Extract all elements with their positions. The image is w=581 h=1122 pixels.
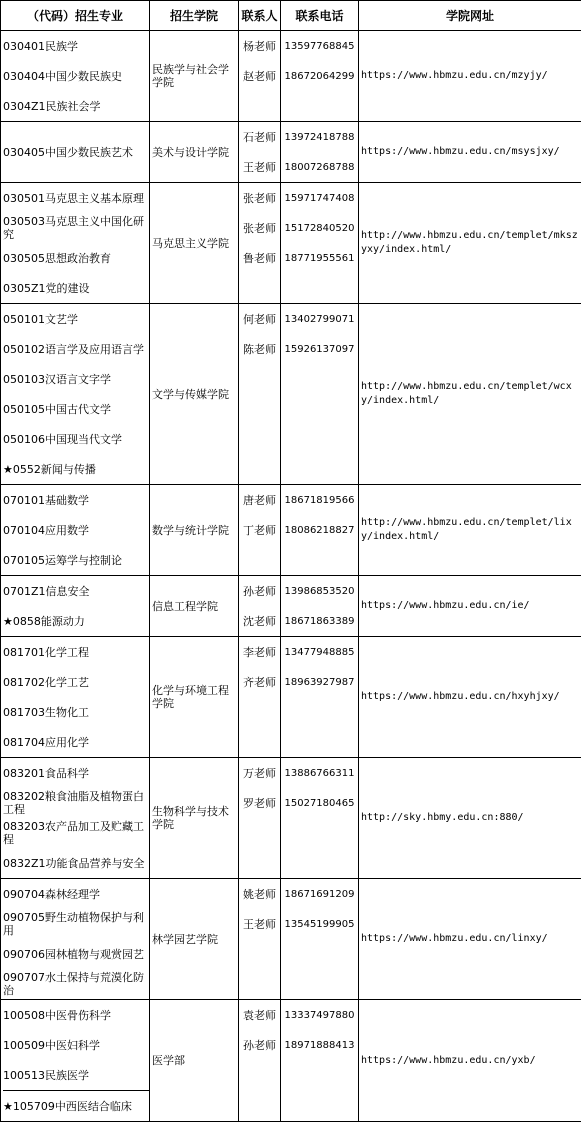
major-label: 030505思想政治教育 (3, 252, 111, 265)
major-item (3, 31, 149, 61)
phone-number[interactable]: 13597768845 (281, 31, 358, 61)
phone-cell (281, 31, 359, 122)
phone-number[interactable]: 18671819566 (281, 485, 358, 515)
major-label: 070105运筹学与控制论 (3, 554, 122, 567)
contact-cell (239, 122, 281, 183)
major-item (3, 1060, 149, 1090)
college-cell: 医学部 (150, 1000, 239, 1122)
phone-number[interactable]: 13886766311 (281, 758, 358, 788)
contact-cell (239, 31, 281, 122)
phone-number[interactable]: 18007268788 (281, 152, 358, 182)
header-url: 学院网址 (359, 1, 581, 31)
college-cell: 马克思主义学院 (150, 183, 239, 304)
phone-cell (281, 758, 359, 879)
table-row (1, 31, 581, 122)
phone-number[interactable]: 18963927987 (281, 667, 358, 697)
major-item (3, 1000, 149, 1030)
major-label: 081702化学工艺 (3, 676, 89, 689)
url-cell (359, 485, 581, 576)
major-label: 0701Z1信息安全 (3, 585, 90, 598)
contact-cell (239, 879, 281, 1000)
phone-number[interactable]: 15971747408 (281, 183, 358, 213)
major-item (3, 667, 149, 697)
contact-name: 张老师 (239, 183, 280, 213)
contact-cell (239, 1000, 281, 1122)
major-item (3, 454, 149, 484)
major-label: 070101基础数学 (3, 494, 89, 507)
college-cell: 民族学与社会学学院 (150, 31, 239, 122)
major-label: 050101文艺学 (3, 313, 78, 326)
phone-number[interactable]: 15926137097 (281, 334, 358, 364)
major-item (3, 394, 149, 424)
major-cell (1, 576, 150, 637)
phone-number[interactable]: 13337497880 (281, 1000, 358, 1030)
contact-name: 罗老师 (239, 788, 280, 818)
major-label: 100513民族医学 (3, 1069, 89, 1082)
contact-cell (239, 304, 281, 485)
header-phone: 联系电话 (281, 1, 359, 31)
college-url-link[interactable]: http://www.hbmzu.edu.cn/templet/wcxy/index.html/ (361, 381, 572, 406)
phone-number[interactable]: 13986853520 (281, 576, 358, 606)
contact-name: 孙老师 (239, 1030, 280, 1060)
major-item (3, 758, 149, 788)
major-item (3, 61, 149, 91)
major-label: ★0552新闻与传播 (3, 463, 96, 476)
phone-cell (281, 1000, 359, 1122)
major-cell (1, 31, 150, 122)
major-item (3, 697, 149, 727)
header-major: （代码）招生专业 (1, 1, 150, 31)
college-url-link[interactable]: https://www.hbmzu.edu.cn/hxyhjxy/ (361, 691, 560, 702)
major-label: 081704应用化学 (3, 736, 89, 749)
major-cell (1, 122, 150, 183)
phone-cell (281, 122, 359, 183)
major-label: 081703生物化工 (3, 706, 89, 719)
phone-cell (281, 637, 359, 758)
college-cell: 数学与统计学院 (150, 485, 239, 576)
url-cell (359, 758, 581, 879)
table-row (1, 183, 581, 304)
major-item (3, 606, 149, 636)
table-row (1, 637, 581, 758)
major-item (3, 788, 149, 818)
phone-cell (281, 183, 359, 304)
major-label: 090706园林植物与观赏园艺 (3, 948, 144, 961)
major-cell (1, 485, 150, 576)
major-item (3, 485, 149, 515)
major-label: 030405中国少数民族艺术 (3, 146, 133, 159)
major-item (3, 183, 149, 213)
college-url-link[interactable]: http://www.hbmzu.edu.cn/templet/mkszyxy/index.html/ (361, 230, 578, 255)
phone-number[interactable]: 18971888413 (281, 1030, 358, 1060)
major-label: 0305Z1党的建设 (3, 282, 90, 295)
major-item (3, 515, 149, 545)
phone-cell (281, 879, 359, 1000)
major-cell (1, 304, 150, 485)
table-row (1, 879, 581, 1000)
major-item (3, 1030, 149, 1060)
major-item (3, 122, 149, 182)
college-cell: 美术与设计学院 (150, 122, 239, 183)
major-item (3, 576, 149, 606)
contact-name: 齐老师 (239, 667, 280, 697)
header-college: 招生学院 (150, 1, 239, 31)
contact-name: 孙老师 (239, 576, 280, 606)
contact-name: 王老师 (239, 152, 280, 182)
url-cell (359, 31, 581, 122)
college-cell: 林学园艺学院 (150, 879, 239, 1000)
contact-cell (239, 576, 281, 637)
phone-number[interactable]: 13972418788 (281, 122, 358, 152)
phone-number[interactable]: 13477948885 (281, 637, 358, 667)
college-url-link[interactable]: https://www.hbmzu.edu.cn/msysjxy/ (361, 146, 560, 157)
major-item (3, 334, 149, 364)
header-contact: 联系人 (239, 1, 281, 31)
contact-cell (239, 183, 281, 304)
contact-name: 万老师 (239, 758, 280, 788)
contact-name: 沈老师 (239, 606, 280, 636)
contact-name: 袁老师 (239, 1000, 280, 1030)
major-cell (1, 183, 150, 304)
phone-number[interactable]: 18672064299 (281, 61, 358, 91)
major-item (3, 91, 149, 121)
contact-name: 唐老师 (239, 485, 280, 515)
contact-name: 丁老师 (239, 515, 280, 545)
college-url-link[interactable]: http://sky.hbmy.edu.cn:880/ (361, 812, 524, 823)
major-item (3, 879, 149, 909)
major-label: 030401民族学 (3, 40, 78, 53)
table-row (1, 576, 581, 637)
url-cell (359, 637, 581, 758)
phone-cell (281, 304, 359, 485)
url-cell (359, 576, 581, 637)
major-item (3, 969, 149, 999)
table-row (1, 304, 581, 485)
phone-number[interactable]: 13402799071 (281, 304, 358, 334)
contact-name: 石老师 (239, 122, 280, 152)
phone-cell (281, 485, 359, 576)
phone-number[interactable]: 13545199905 (281, 909, 358, 939)
url-cell (359, 1000, 581, 1122)
url-cell (359, 183, 581, 304)
college-cell: 化学与环境工程学院 (150, 637, 239, 758)
major-item (3, 273, 149, 303)
contact-name: 陈老师 (239, 334, 280, 364)
major-cell (1, 879, 150, 1000)
table-row (1, 758, 581, 879)
college-cell: 文学与传媒学院 (150, 304, 239, 485)
college-url-link[interactable]: https://www.hbmzu.edu.cn/yxb/ (361, 1055, 536, 1066)
major-cell (1, 637, 150, 758)
table-row (1, 122, 581, 183)
major-label: 050106中国现当代文学 (3, 433, 122, 446)
contact-name: 赵老师 (239, 61, 280, 91)
url-cell (359, 122, 581, 183)
contact-cell (239, 637, 281, 758)
contact-name: 杨老师 (239, 31, 280, 61)
major-label: 050102语言学及应用语言学 (3, 343, 144, 356)
college-cell: 生物科学与技术学院 (150, 758, 239, 879)
major-label: 090707水土保持与荒漠化防治 (3, 971, 149, 997)
url-cell (359, 879, 581, 1000)
major-item (3, 243, 149, 273)
major-label: ★105709中西医结合临床 (3, 1100, 132, 1113)
major-item (3, 1090, 149, 1121)
college-url-link[interactable]: https://www.hbmzu.edu.cn/ie/ (361, 600, 530, 611)
major-cell (1, 1000, 150, 1122)
major-item (3, 939, 149, 969)
major-label: 083203农产品加工及贮藏工程 (3, 820, 149, 846)
major-label: 070104应用数学 (3, 524, 89, 537)
major-label: 081701化学工程 (3, 646, 89, 659)
major-item (3, 213, 149, 243)
major-label: 030501马克思主义基本原理 (3, 192, 144, 205)
url-cell (359, 304, 581, 485)
major-item (3, 424, 149, 454)
major-label: 050105中国古代文学 (3, 403, 111, 416)
major-item (3, 304, 149, 334)
contact-name: 鲁老师 (239, 243, 280, 273)
major-label: 030503马克思主义中国化研究 (3, 215, 149, 241)
college-url-link[interactable]: https://www.hbmzu.edu.cn/mzyjy/ (361, 70, 548, 81)
table-row (1, 485, 581, 576)
contact-cell (239, 758, 281, 879)
college-url-link[interactable]: https://www.hbmzu.edu.cn/linxy/ (361, 933, 548, 944)
phone-number[interactable]: 18086218827 (281, 515, 358, 545)
phone-number[interactable]: 15027180465 (281, 788, 358, 818)
major-item (3, 364, 149, 394)
major-item (3, 637, 149, 667)
major-label: 050103汉语言文字学 (3, 373, 111, 386)
major-label: 0304Z1民族社会学 (3, 100, 101, 113)
contact-cell (239, 485, 281, 576)
major-label: 0832Z1功能食品营养与安全 (3, 857, 145, 870)
major-item (3, 727, 149, 757)
major-item (3, 818, 149, 848)
major-label: 090704森林经理学 (3, 888, 100, 901)
major-label: 083202粮食油脂及植物蛋白工程 (3, 790, 149, 816)
table-row (1, 1000, 581, 1122)
phone-number[interactable]: 18671863389 (281, 606, 358, 636)
major-cell (1, 758, 150, 879)
major-label: 100508中医骨伤科学 (3, 1009, 111, 1022)
major-label: 090705野生动植物保护与利用 (3, 911, 149, 937)
phone-number[interactable]: 18771955561 (281, 243, 358, 273)
phone-number[interactable]: 15172840520 (281, 213, 358, 243)
major-label: 100509中医妇科学 (3, 1039, 100, 1052)
contact-name: 张老师 (239, 213, 280, 243)
contact-name: 姚老师 (239, 879, 280, 909)
major-label: 030404中国少数民族史 (3, 70, 122, 83)
major-label: 083201食品科学 (3, 767, 89, 780)
contact-name: 王老师 (239, 909, 280, 939)
header-row (1, 1, 581, 31)
college-cell: 信息工程学院 (150, 576, 239, 637)
contact-name: 何老师 (239, 304, 280, 334)
major-item (3, 909, 149, 939)
contact-name: 李老师 (239, 637, 280, 667)
phone-cell (281, 576, 359, 637)
college-url-link[interactable]: http://www.hbmzu.edu.cn/templet/lixy/index.html/ (361, 517, 572, 542)
major-item (3, 848, 149, 878)
major-item (3, 545, 149, 575)
phone-number[interactable]: 18671691209 (281, 879, 358, 909)
major-label: ★0858能源动力 (3, 615, 85, 628)
